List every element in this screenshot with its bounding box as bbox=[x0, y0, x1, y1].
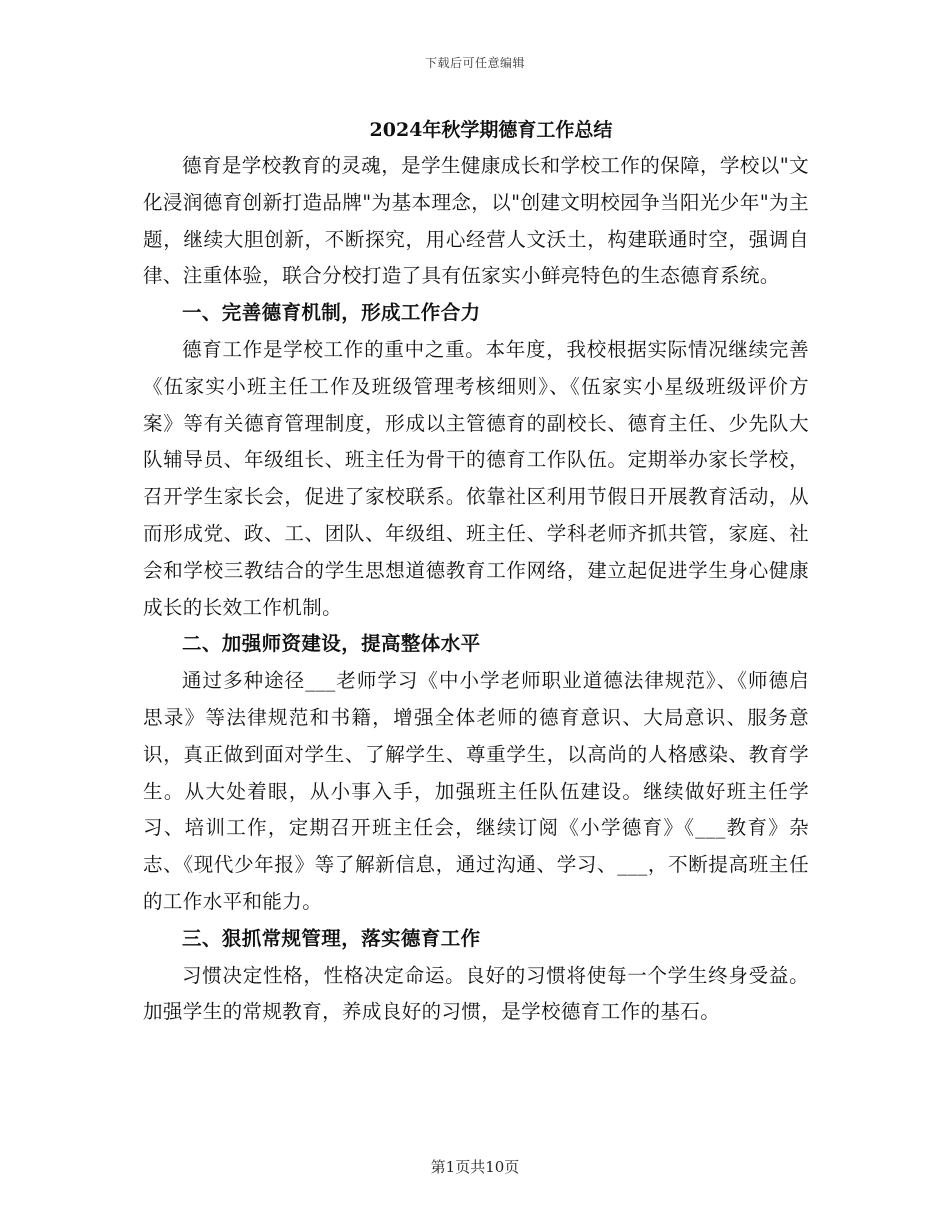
section-paragraph: 通过多种途径___老师学习《中小学老师职业道德法律规范》、《师德启思录》等法律规范和书籍，增强全体老师的德育意识、大局意识、服务意识，真正做到面对学生、了解学生、尊重学生，以高尚的人格感染、教育学生。从大处着眼，从小事入手，加强班主任队伍建设。继续做好班主任学习、培训工作，定期召开班主任会，继续订阅《小学德育》《___教育》杂志、《现代少年报》等了解新信息，通过沟通、学习、___，不断提高班主任的工作水平和能力。 bbox=[143, 669, 809, 913]
page-header-note: 下载后可任意编辑 bbox=[424, 56, 525, 70]
section-heading: 二、加强师资建设，提高整体水平 bbox=[182, 632, 481, 656]
page-number-footer: 第1页共10页 bbox=[430, 1158, 520, 1176]
section-paragraph: 德育工作是学校工作的重中之重。本年度，我校根据实际情况继续完善《伍家实小班主任工作及班级管理考核细则》、《伍家实小星级班级评价方案》等有关德育管理制度，形成以主管德育的副校长、德育主任、少先队大队辅导员、年级组长、班主任为骨干的德育工作队伍。定期举办家长学校，召开学生家长会，促进了家校联系。依靠社区利用节假日开展教育活动，从而形成党、政、工、团队、年级组、班主任、学科老师齐抓共管，家庭、社会和学校三教结合的学生思想道德教育工作网络，建立起促进学生身心健康成长的长效工作机制。 bbox=[143, 337, 809, 619]
document-body bbox=[143, 112, 809, 1031]
section-paragraph: 习惯决定性格，性格决定命运。良好的习惯将使每一个学生终身受益。加强学生的常规教育，养成良好的习惯，是学校德育工作的基石。 bbox=[143, 963, 809, 1024]
intro-paragraph: 德育是学校教育的灵魂，是学生健康成长和学校工作的保障，学校以"文化浸润德育创新打造品牌"为基本理念，以"创建文明校园争当阳光少年"为主题，继续大胆创新，不断探究，用心经营人文沃土，构建联通时空，强调自律、注重体验，联合分校打造了具有伍家实小鲜亮特色的生态德育系统。 bbox=[143, 154, 809, 288]
section-2 bbox=[143, 626, 809, 920]
section-heading: 三、狠抓常规管理，落实德育工作 bbox=[182, 926, 481, 950]
document-title: 2024年秋学期德育工作总结 bbox=[369, 119, 613, 141]
section-heading: 一、完善德育机制，形成工作合力 bbox=[182, 301, 481, 325]
section-3 bbox=[143, 921, 809, 1031]
section-1 bbox=[143, 295, 809, 626]
